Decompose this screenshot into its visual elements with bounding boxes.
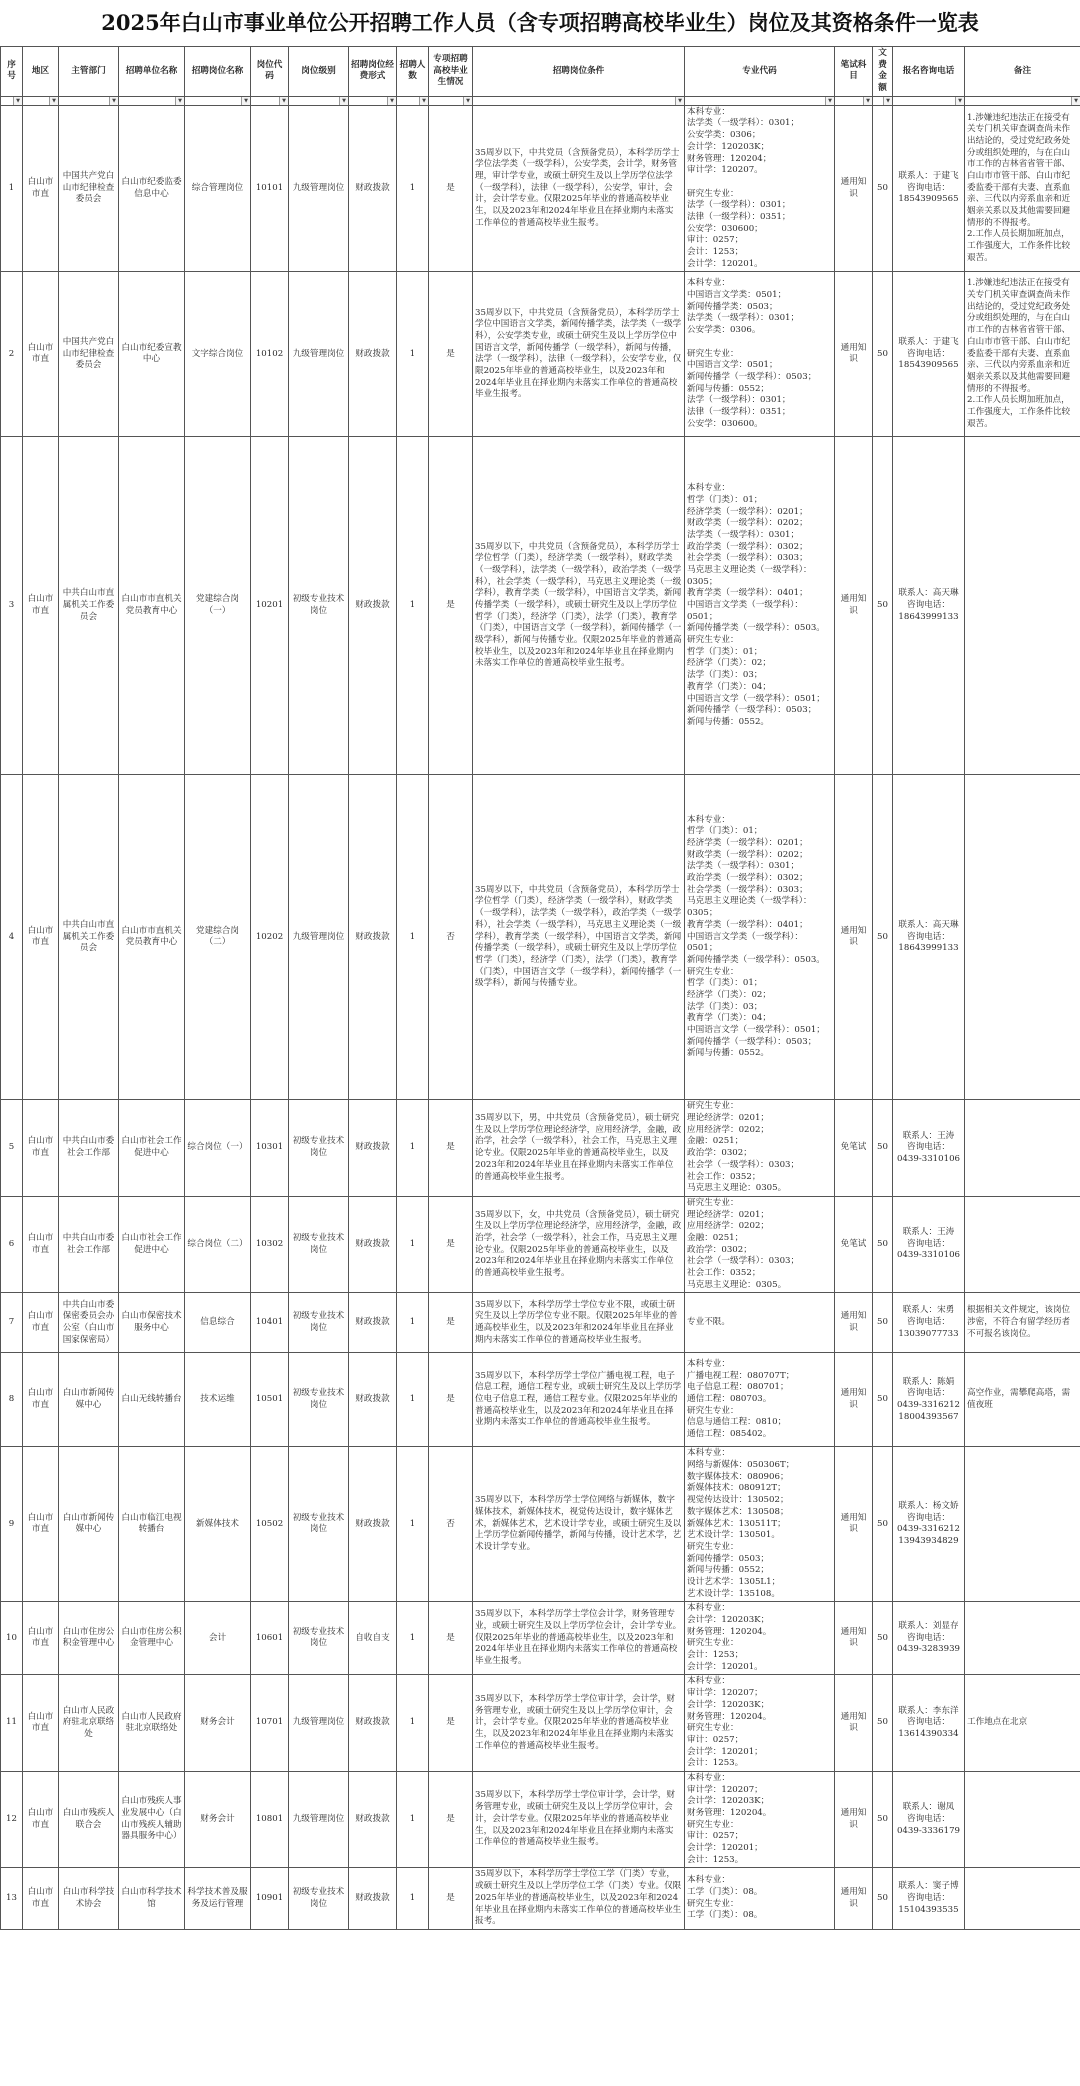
fee-cell: 50: [873, 105, 893, 272]
special-graduate-cell: 是: [429, 1602, 473, 1675]
column-filter[interactable]: [965, 96, 1080, 105]
funding-cell: 财政拨款: [349, 1675, 397, 1772]
region-cell: 白山市市直: [23, 1196, 59, 1293]
column-header: 岗位代码: [251, 47, 289, 97]
special-graduate-cell: 是: [429, 437, 473, 775]
column-filter[interactable]: [1, 96, 23, 105]
filter-dropdown-icon[interactable]: ▼: [419, 97, 428, 105]
column-header: 专项招聘高校毕业生情况: [429, 47, 473, 97]
filter-dropdown-icon[interactable]: ▼: [1071, 97, 1080, 105]
headcount-cell: 1: [397, 105, 429, 272]
headcount-cell: 1: [397, 1602, 429, 1675]
remark-cell: [965, 1868, 1080, 1929]
post-code-cell: 10502: [251, 1447, 289, 1602]
exam-subject-cell: 通用知识: [835, 1868, 873, 1929]
department-cell: 白山市新闻传媒中心: [59, 1447, 119, 1602]
conditions-cell: 35周岁以下，本科学历学士学位工学（门类）专业，或硕士研究生及以上学历学位工学（门类）专业。仅限2025年毕业的普通高校毕业生，以及2023年和2024年毕业且在择业期内未落实工作单位的普通高校毕业生报考。: [473, 1868, 685, 1929]
headcount-cell: 1: [397, 1196, 429, 1293]
department-cell: 白山市新闻传媒中心: [59, 1353, 119, 1447]
row-number: 3: [1, 437, 23, 775]
contact-cell: 联系人：高天琳 咨询电话：18643999133: [893, 437, 965, 775]
region-cell: 白山市市直: [23, 775, 59, 1100]
exam-subject-cell: 通用知识: [835, 105, 873, 272]
filter-dropdown-icon[interactable]: ▼: [13, 97, 22, 105]
post-code-cell: 10901: [251, 1868, 289, 1929]
remark-cell: 根据相关文件规定，该岗位涉密，不符合有留学经历者不可报名该岗位。: [965, 1293, 1080, 1353]
headcount-cell: 1: [397, 1868, 429, 1929]
major-codes-cell: 本科专业： 审计学：120207； 会计学：120203K； 财务管理：120204。 研究生专业： 审计：0257； 会计学：120201； 会计：1253。: [685, 1771, 835, 1868]
unit-cell: 白山市保密技术服务中心: [119, 1293, 185, 1353]
row-number: 7: [1, 1293, 23, 1353]
contact-cell: 联系人：杨文娇 咨询电话：0439-3316212 13943934829: [893, 1447, 965, 1602]
post-level-cell: 九级管理岗位: [289, 1675, 349, 1772]
funding-cell: 财政拨款: [349, 437, 397, 775]
department-cell: 中共白山市直属机关工作委员会: [59, 775, 119, 1100]
remark-cell: 1.涉嫌违纪违法正在接受有关专门机关审查调查尚未作出结论的，受过党纪政务处分或组织处理的，与在白山市工作的吉林省省管干部、白山市市管干部、白山市纪委监委干部有夫妻、直系血亲、三代以内旁系血亲和近姻亲关系以及其他需要回避情形的不得报考。 2.工作人员长期加班加点，工作强度大，工作条件比较艰苦。: [965, 105, 1080, 272]
post-level-cell: 初级专业技术岗位: [289, 1293, 349, 1353]
post-name-cell: 科学技术普及服务及运行管理: [185, 1868, 251, 1929]
contact-cell: 联系人：于建飞 咨询电话：18543909565: [893, 105, 965, 272]
filter-dropdown-icon[interactable]: ▼: [863, 97, 872, 105]
row-number: 4: [1, 775, 23, 1100]
region-cell: 白山市市直: [23, 1447, 59, 1602]
unit-cell: 白山市社会工作促进中心: [119, 1100, 185, 1197]
remark-cell: [965, 1100, 1080, 1197]
department-cell: 中共白山市委社会工作部: [59, 1196, 119, 1293]
major-codes-cell: 本科专业： 哲学（门类）：01； 经济学类（一级学科）：0201； 财政学类（一级学科）：0202； 法学类（一级学科）：0301； 政治学类（一级学科）：0302； 社会学类（一级学科）：0303； 马克思主义理论类（一级学科）：0305； 教育学类（一级学科）：0401； 中国语言文学类（一级学科）：0501； 新闻传播学类（一级学科）：0503。 研究生专业： 哲学（门类）：01； 经济学（门类）：02； 法学（门类）：03； 教育学（门类）：04； 中国语言文学（一级学科）：0501； 新闻传播学（一级学科）：0503； 新闻与传播：0552。: [685, 775, 835, 1100]
headcount-cell: 1: [397, 1447, 429, 1602]
fee-cell: 50: [873, 1868, 893, 1929]
special-graduate-cell: 否: [429, 775, 473, 1100]
headcount-cell: 1: [397, 775, 429, 1100]
column-filter[interactable]: [59, 96, 119, 105]
funding-cell: 财政拨款: [349, 1293, 397, 1353]
remark-cell: [965, 1196, 1080, 1293]
major-codes-cell: 本科专业： 法学类（一级学科）：0301； 公安学类：0306； 会计学：120203K； 财务管理：120204； 审计学：120207。 研究生专业： 法学（一级学科）：0301； 法律（一级学科）：0351； 公安学：030600； 审计：0257； 会计：1253； 会计学：120201。: [685, 105, 835, 272]
table-row: [1, 1602, 1080, 1675]
funding-cell: 财政拨款: [349, 1771, 397, 1868]
post-name-cell: 文字综合岗位: [185, 272, 251, 437]
unit-cell: 白山市市直机关党员教育中心: [119, 775, 185, 1100]
department-cell: 中共白山市委保密委员会办公室（白山市国家保密局）: [59, 1293, 119, 1353]
fee-cell: 50: [873, 1675, 893, 1772]
column-header: 专业代码: [685, 47, 835, 97]
post-level-cell: 初级专业技术岗位: [289, 437, 349, 775]
region-cell: 白山市市直: [23, 272, 59, 437]
contact-cell: 联系人：谢凤 咨询电话：0439-3336179: [893, 1771, 965, 1868]
filter-dropdown-icon[interactable]: ▼: [883, 97, 892, 105]
exam-subject-cell: 通用知识: [835, 775, 873, 1100]
table-row: [1, 1293, 1080, 1353]
table-row: [1, 1196, 1080, 1293]
major-codes-cell: 研究生专业： 理论经济学：0201； 应用经济学：0202； 金融：0251； 政治学：0302； 社会学（一级学科）：0303； 社会工作：0352； 马克思主义理论：0305。: [685, 1100, 835, 1197]
remark-cell: [965, 775, 1080, 1100]
filter-dropdown-icon[interactable]: ▼: [175, 97, 184, 105]
conditions-cell: 35周岁以下，本科学历学士学位专业不限，或硕士研究生及以上学历学位专业不限。仅限2025年毕业的普通高校毕业生，以及2023年和2024年毕业且在择业期内未落实工作单位的普通高校毕业生报考。: [473, 1293, 685, 1353]
department-cell: 白山市住房公积金管理中心: [59, 1602, 119, 1675]
unit-cell: 白山市市直机关党员教育中心: [119, 437, 185, 775]
column-header: 报名咨询电话: [893, 47, 965, 97]
contact-cell: 联系人：李东洋 咨询电话：13614390334: [893, 1675, 965, 1772]
special-graduate-cell: 是: [429, 1771, 473, 1868]
fee-cell: 50: [873, 272, 893, 437]
table-row: [1, 1675, 1080, 1772]
remark-cell: [965, 1771, 1080, 1868]
filter-dropdown-icon[interactable]: ▼: [387, 97, 396, 105]
filter-dropdown-icon[interactable]: ▼: [49, 97, 58, 105]
headcount-cell: 1: [397, 437, 429, 775]
major-codes-cell: 本科专业： 会计学：120203K； 财务管理：120204。 研究生专业： 会计：1253； 会计学：120201。: [685, 1602, 835, 1675]
column-filter[interactable]: [23, 96, 59, 105]
contact-cell: 联系人：王涛 咨询电话：0439-3310106: [893, 1100, 965, 1197]
funding-cell: 财政拨款: [349, 105, 397, 272]
column-header: 文费金额: [873, 47, 893, 97]
fee-cell: 50: [873, 1447, 893, 1602]
post-code-cell: 10401: [251, 1293, 289, 1353]
headcount-cell: 1: [397, 1353, 429, 1447]
exam-subject-cell: 通用知识: [835, 1293, 873, 1353]
funding-cell: 财政拨款: [349, 1447, 397, 1602]
contact-cell: 联系人：陈娟 咨询电话：0439-3316212 18004393567: [893, 1353, 965, 1447]
department-cell: 白山市人民政府驻北京联络处: [59, 1675, 119, 1772]
column-header: 序号: [1, 47, 23, 97]
region-cell: 白山市市直: [23, 1293, 59, 1353]
table-row: [1, 437, 1080, 775]
column-filter[interactable]: [893, 96, 965, 105]
special-graduate-cell: 是: [429, 1196, 473, 1293]
department-cell: 白山市残疾人联合会: [59, 1771, 119, 1868]
region-cell: 白山市市直: [23, 1868, 59, 1929]
column-header: 备注: [965, 47, 1080, 97]
column-filter[interactable]: [251, 96, 289, 105]
post-name-cell: 财务会计: [185, 1675, 251, 1772]
exam-subject-cell: 通用知识: [835, 437, 873, 775]
major-codes-cell: 专业不限。: [685, 1293, 835, 1353]
special-graduate-cell: 是: [429, 1868, 473, 1929]
post-level-cell: 九级管理岗位: [289, 272, 349, 437]
unit-cell: 白山市纪委监委信息中心: [119, 105, 185, 272]
filter-dropdown-icon[interactable]: ▼: [241, 97, 250, 105]
conditions-cell: 35周岁以下，本科学历学士学位审计学，会计学，财务管理专业，或硕士研究生及以上学历学位审计，会计，会计学专业。仅限2025年毕业的普通高校毕业生，以及2023年和2024年毕业且在择业期内未落实工作单位的普通高校毕业生报考。: [473, 1771, 685, 1868]
remark-cell: [965, 1602, 1080, 1675]
conditions-cell: 35周岁以下，本科学历学士学位广播电视工程，电子信息工程，通信工程专业，或硕士研究生及以上学历学位电子信息工程，通信工程专业。仅限2025年毕业的普通高校毕业生，以及2023年和2024年毕业且在择业期内未落实工作单位的普通高校毕业生报考。: [473, 1353, 685, 1447]
special-graduate-cell: 是: [429, 1100, 473, 1197]
table-row: [1, 1771, 1080, 1868]
row-number: 1: [1, 105, 23, 272]
post-code-cell: 10601: [251, 1602, 289, 1675]
table-row: [1, 1868, 1080, 1929]
post-name-cell: 信息综合: [185, 1293, 251, 1353]
post-level-cell: 初级专业技术岗位: [289, 1447, 349, 1602]
filter-dropdown-icon[interactable]: ▼: [675, 97, 684, 105]
column-header: 招聘单位名称: [119, 47, 185, 97]
funding-cell: 财政拨款: [349, 272, 397, 437]
fee-cell: 50: [873, 1293, 893, 1353]
filter-row: [1, 96, 1080, 105]
column-header: 地区: [23, 47, 59, 97]
contact-cell: 联系人：高天琳 咨询电话：18643999133: [893, 775, 965, 1100]
conditions-cell: 35周岁以下，本科学历学士学位网络与新媒体，数字媒体技术，新媒体技术，视觉传达设计，数字媒体艺术，新媒体艺术，艺术设计学专业，或硕士研究生及以上学历学位新闻传播学，新闻与传播，设计艺术学，艺术设计学专业。: [473, 1447, 685, 1602]
contact-cell: 联系人：王涛 咨询电话：0439-3310106: [893, 1196, 965, 1293]
contact-cell: 联系人：窦子博 咨询电话：15104393535: [893, 1868, 965, 1929]
special-graduate-cell: 是: [429, 105, 473, 272]
exam-subject-cell: 通用知识: [835, 1447, 873, 1602]
exam-subject-cell: 通用知识: [835, 272, 873, 437]
special-graduate-cell: 否: [429, 1447, 473, 1602]
exam-subject-cell: 通用知识: [835, 1675, 873, 1772]
department-cell: 中共白山市委社会工作部: [59, 1100, 119, 1197]
column-header: 笔试科目: [835, 47, 873, 97]
exam-subject-cell: 免笔试: [835, 1100, 873, 1197]
funding-cell: 财政拨款: [349, 1196, 397, 1293]
unit-cell: 白山市临江电视转播台: [119, 1447, 185, 1602]
major-codes-cell: 本科专业： 广播电视工程：080707T； 电子信息工程：080701； 通信工程：080703。 研究生专业： 信息与通信工程：0810； 通信工程：085402。: [685, 1353, 835, 1447]
column-filter[interactable]: [685, 96, 835, 105]
table-row: [1, 272, 1080, 437]
remark-cell: 1.涉嫌违纪违法正在接受有关专门机关审查调查尚未作出结论的，受过党纪政务处分或组织处理的，与在白山市工作的吉林省省管干部、白山市市管干部、白山市纪委监委干部有夫妻、直系血亲、三代以内旁系血亲和近姻亲关系以及其他需要回避情形的不得报考。 2.工作人员长期加班加点，工作强度大，工作条件比较艰苦。: [965, 272, 1080, 437]
post-name-cell: 综合岗位（一）: [185, 1100, 251, 1197]
post-level-cell: 九级管理岗位: [289, 105, 349, 272]
post-code-cell: 10301: [251, 1100, 289, 1197]
filter-dropdown-icon[interactable]: ▼: [463, 97, 472, 105]
row-number: 9: [1, 1447, 23, 1602]
region-cell: 白山市市直: [23, 1100, 59, 1197]
contact-cell: 联系人：于建飞 咨询电话：18543909565: [893, 272, 965, 437]
column-filter[interactable]: [835, 96, 873, 105]
row-number: 2: [1, 272, 23, 437]
row-number: 11: [1, 1675, 23, 1772]
remark-cell: [965, 1447, 1080, 1602]
special-graduate-cell: 是: [429, 272, 473, 437]
unit-cell: 白山市科学技术馆: [119, 1868, 185, 1929]
exam-subject-cell: 通用知识: [835, 1771, 873, 1868]
department-cell: 中国共产党白山市纪律检查委员会: [59, 105, 119, 272]
column-filter[interactable]: [119, 96, 185, 105]
fee-cell: 50: [873, 1771, 893, 1868]
post-code-cell: 10701: [251, 1675, 289, 1772]
funding-cell: 财政拨款: [349, 1353, 397, 1447]
post-level-cell: 初级专业技术岗位: [289, 1353, 349, 1447]
post-code-cell: 10302: [251, 1196, 289, 1293]
post-name-cell: 财务会计: [185, 1771, 251, 1868]
funding-cell: 自收自支: [349, 1602, 397, 1675]
post-name-cell: 技术运维: [185, 1353, 251, 1447]
unit-cell: 白山市残疾人事业发展中心（白山市残疾人辅助器具服务中心）: [119, 1771, 185, 1868]
region-cell: 白山市市直: [23, 1675, 59, 1772]
fee-cell: 50: [873, 1602, 893, 1675]
unit-cell: 白山无线转播台: [119, 1353, 185, 1447]
exam-subject-cell: 免笔试: [835, 1196, 873, 1293]
table-row: [1, 1447, 1080, 1602]
unit-cell: 白山市纪委宣教中心: [119, 272, 185, 437]
unit-cell: 白山市住房公积金管理中心: [119, 1602, 185, 1675]
conditions-cell: 35周岁以下，中共党员（含预备党员），本科学历学士学位哲学（门类），经济学类（一级学科），财政学类（一级学科），法学类（一级学科），政治学类（一级学科），社会学类（一级学科），马克思主义理论类（一级学科），教育学类（一级学科），中国语言文学类，新闻传播学类（一级学科），或硕士研究生及以上学历学位哲学（门类），经济学（门类），法学（门类），教育学（门类），中国语言文学（一级学科），新闻传播学（一级学科），新闻与传播专业。: [473, 775, 685, 1100]
region-cell: 白山市市直: [23, 1771, 59, 1868]
row-number: 13: [1, 1868, 23, 1929]
column-header: 招聘岗位经费形式: [349, 47, 397, 97]
headcount-cell: 1: [397, 1100, 429, 1197]
table-body: [1, 105, 1080, 1929]
filter-dropdown-icon[interactable]: ▼: [339, 97, 348, 105]
filter-dropdown-icon[interactable]: ▼: [955, 97, 964, 105]
conditions-cell: 35周岁以下，女，中共党员（含预备党员），硕士研究生及以上学历学位理论经济学，应用经济学，金融，政治学，社会学（一级学科），社会工作，马克思主义理论专业。仅限2025年毕业的普通高校毕业生，以及2023年和2024年毕业且在择业期内未落实工作单位的普通高校毕业生报考。: [473, 1196, 685, 1293]
fee-cell: 50: [873, 1353, 893, 1447]
contact-cell: 联系人：刘显存 咨询电话：0439-3283939: [893, 1602, 965, 1675]
unit-cell: 白山市人民政府驻北京联络处: [119, 1675, 185, 1772]
department-cell: 白山市科学技术协会: [59, 1868, 119, 1929]
post-level-cell: 初级专业技术岗位: [289, 1100, 349, 1197]
post-name-cell: 党建综合岗（一）: [185, 437, 251, 775]
column-header: 招聘岗位名称: [185, 47, 251, 97]
filter-dropdown-icon[interactable]: ▼: [109, 97, 118, 105]
post-code-cell: 10501: [251, 1353, 289, 1447]
column-filter[interactable]: [289, 96, 349, 105]
column-filter[interactable]: [185, 96, 251, 105]
headcount-cell: 1: [397, 1293, 429, 1353]
post-name-cell: 综合管理岗位: [185, 105, 251, 272]
post-level-cell: 初级专业技术岗位: [289, 1868, 349, 1929]
post-code-cell: 10102: [251, 272, 289, 437]
conditions-cell: 35周岁以下，男，中共党员（含预备党员），硕士研究生及以上学历学位理论经济学，应用经济学，金融，政治学，社会学（一级学科），社会工作，马克思主义理论专业。仅限2025年毕业的普通高校毕业生，以及2023年和2024年毕业且在择业期内未落实工作单位的普通高校毕业生报考。: [473, 1100, 685, 1197]
remark-cell: 工作地点在北京: [965, 1675, 1080, 1772]
table-row: [1, 105, 1080, 272]
column-filter[interactable]: [397, 96, 429, 105]
row-number: 8: [1, 1353, 23, 1447]
major-codes-cell: 本科专业： 网络与新媒体：050306T； 数字媒体技术：080906； 新媒体技术：080912T； 视觉传达设计：130502； 数字媒体艺术：130508； 新媒体艺术：130511T； 艺术设计学：130501。 研究生专业： 新闻传播学：0503； 新闻与传播：0552； 设计艺术学：1305L1； 艺术设计学：135108。: [685, 1447, 835, 1602]
special-graduate-cell: 是: [429, 1293, 473, 1353]
fee-cell: 50: [873, 1100, 893, 1197]
department-cell: 中国共产党白山市纪律检查委员会: [59, 272, 119, 437]
table-row: [1, 1100, 1080, 1197]
headcount-cell: 1: [397, 272, 429, 437]
column-header: 主管部门: [59, 47, 119, 97]
post-level-cell: 九级管理岗位: [289, 1771, 349, 1868]
column-filter[interactable]: [349, 96, 397, 105]
post-code-cell: 10201: [251, 437, 289, 775]
header-row: [1, 47, 1080, 97]
department-cell: 中共白山市直属机关工作委员会: [59, 437, 119, 775]
conditions-cell: 35周岁以下，本科学历学士学位审计学，会计学，财务管理专业，或硕士研究生及以上学历学位审计，会计，会计学专业。仅限2025年毕业的普通高校毕业生，以及2023年和2024年毕业且在择业期内未落实工作单位的普通高校毕业生报考。: [473, 1675, 685, 1772]
filter-dropdown-icon[interactable]: ▼: [279, 97, 288, 105]
conditions-cell: 35周岁以下，中共党员（含预备党员），本科学历学士学位法学类（一级学科），公安学类，会计学，财务管理，审计学专业，或硕士研究生及以上学历学位法学（一级学科），法律（一级学科），公安学，审计，会计，会计学专业。仅限2025年毕业的普通高校毕业生，以及2023年和2024年毕业且在择业期内未落实工作单位的普通高校毕业生报考。: [473, 105, 685, 272]
major-codes-cell: 研究生专业： 理论经济学：0201； 应用经济学：0202； 金融：0251； 政治学：0302； 社会学（一级学科）：0303； 社会工作：0352； 马克思主义理论：0305。: [685, 1196, 835, 1293]
funding-cell: 财政拨款: [349, 775, 397, 1100]
fee-cell: 50: [873, 437, 893, 775]
table-row: [1, 1353, 1080, 1447]
region-cell: 白山市市直: [23, 437, 59, 775]
post-level-cell: 初级专业技术岗位: [289, 1602, 349, 1675]
post-level-cell: 初级专业技术岗位: [289, 1196, 349, 1293]
post-name-cell: 党建综合岗（二）: [185, 775, 251, 1100]
headcount-cell: 1: [397, 1675, 429, 1772]
row-number: 12: [1, 1771, 23, 1868]
unit-cell: 白山市社会工作促进中心: [119, 1196, 185, 1293]
post-level-cell: 九级管理岗位: [289, 775, 349, 1100]
remark-cell: [965, 437, 1080, 775]
major-codes-cell: 本科专业： 哲学（门类）：01； 经济学类（一级学科）：0201； 财政学类（一级学科）：0202； 法学类（一级学科）：0301； 政治学类（一级学科）：0302； 社会学类（一级学科）：0303； 马克思主义理论类（一级学科）：0305； 教育学类（一级学科）：0401； 中国语言文学类（一级学科）：0501； 新闻传播学类（一级学科）：0503。 研究生专业： 哲学（门类）：01； 经济学（门类）：02； 法学（门类）：03； 教育学（门类）：04； 中国语言文学（一级学科）：0501； 新闻传播学（一级学科）：0503； 新闻与传播：0552。: [685, 437, 835, 775]
conditions-cell: 35周岁以下，中共党员（含预备党员），本科学历学士学位中国语言文学类，新闻传播学类，法学类（一级学科），公安学类专业，或硕士研究生及以上学历学位中国语言文学，新闻传播学（一级学科），新闻与传播，法学（一级学科），法律（一级学科），公安学专业，仅限2025年毕业的普通高校毕业生，以及2023年和2024年毕业且在择业期内未落实工作单位的普通高校毕业生报考。: [473, 272, 685, 437]
funding-cell: 财政拨款: [349, 1100, 397, 1197]
major-codes-cell: 本科专业： 审计学：120207； 会计学：120203K； 财务管理：120204。 研究生专业： 审计：0257； 会计学：120201； 会计：1253。: [685, 1675, 835, 1772]
column-filter[interactable]: [873, 96, 893, 105]
contact-cell: 联系人：宋勇 咨询电话：13039077733: [893, 1293, 965, 1353]
row-number: 10: [1, 1602, 23, 1675]
major-codes-cell: 本科专业： 中国语言文学类：0501； 新闻传播学类：0503； 法学类（一级学科）：0301； 公安学类：0306。 研究生专业： 中国语言文学：0501； 新闻传播学（一级学科）：0503； 新闻与传播：0552； 法学（一级学科）：0301； 法律（一级学科）：0351； 公安学：030600。: [685, 272, 835, 437]
major-codes-cell: 本科专业： 工学（门类）：08。 研究生专业： 工学（门类）：08。: [685, 1868, 835, 1929]
exam-subject-cell: 通用知识: [835, 1353, 873, 1447]
post-code-cell: 10801: [251, 1771, 289, 1868]
column-header: 招聘岗位条件: [473, 47, 685, 97]
fee-cell: 50: [873, 775, 893, 1100]
row-number: 5: [1, 1100, 23, 1197]
row-number: 6: [1, 1196, 23, 1293]
post-name-cell: 综合岗位（二）: [185, 1196, 251, 1293]
column-filter[interactable]: [429, 96, 473, 105]
funding-cell: 财政拨款: [349, 1868, 397, 1929]
table-row: [1, 775, 1080, 1100]
special-graduate-cell: 是: [429, 1675, 473, 1772]
filter-dropdown-icon[interactable]: ▼: [825, 97, 834, 105]
column-filter[interactable]: [473, 96, 685, 105]
exam-subject-cell: 通用知识: [835, 1602, 873, 1675]
conditions-cell: 35周岁以下，本科学历学士学位会计学，财务管理专业，或硕士研究生及以上学历学位会计，会计学专业。仅限2025年毕业的普通高校毕业生，以及2023年和2024年毕业且在择业期内未落实工作单位的普通高校毕业生报考。: [473, 1602, 685, 1675]
conditions-cell: 35周岁以下，中共党员（含预备党员），本科学历学士学位哲学（门类），经济学类（一级学科），财政学类（一级学科），法学类（一级学科），政治学类（一级学科），社会学类（一级学科），马克思主义理论类（一级学科），教育学类（一级学科），中国语言文学类，新闻传播学类（一级学科），或硕士研究生及以上学历学位哲学（门类），经济学（门类），法学（门类），教育学（门类），中国语言文学（一级学科），新闻传播学（一级学科），新闻与传播专业。仅限2025年毕业的普通高校毕业生，以及2023年和2024年毕业且在择业期内未落实工作单位的普通高校毕业生报考。: [473, 437, 685, 775]
post-name-cell: 新媒体技术: [185, 1447, 251, 1602]
post-code-cell: 10101: [251, 105, 289, 272]
post-name-cell: 会计: [185, 1602, 251, 1675]
special-graduate-cell: 是: [429, 1353, 473, 1447]
positions-table: [0, 46, 1080, 1930]
region-cell: 白山市市直: [23, 1602, 59, 1675]
post-code-cell: 10202: [251, 775, 289, 1100]
column-header: 招聘人数: [397, 47, 429, 97]
fee-cell: 50: [873, 1196, 893, 1293]
region-cell: 白山市市直: [23, 105, 59, 272]
remark-cell: 高空作业，需攀爬高塔，需值夜班: [965, 1353, 1080, 1447]
column-header: 岗位级别: [289, 47, 349, 97]
headcount-cell: 1: [397, 1771, 429, 1868]
region-cell: 白山市市直: [23, 1353, 59, 1447]
page-title: 2025年白山市事业单位公开招聘工作人员（含专项招聘高校毕业生）岗位及其资格条件一览表: [101, 10, 979, 35]
